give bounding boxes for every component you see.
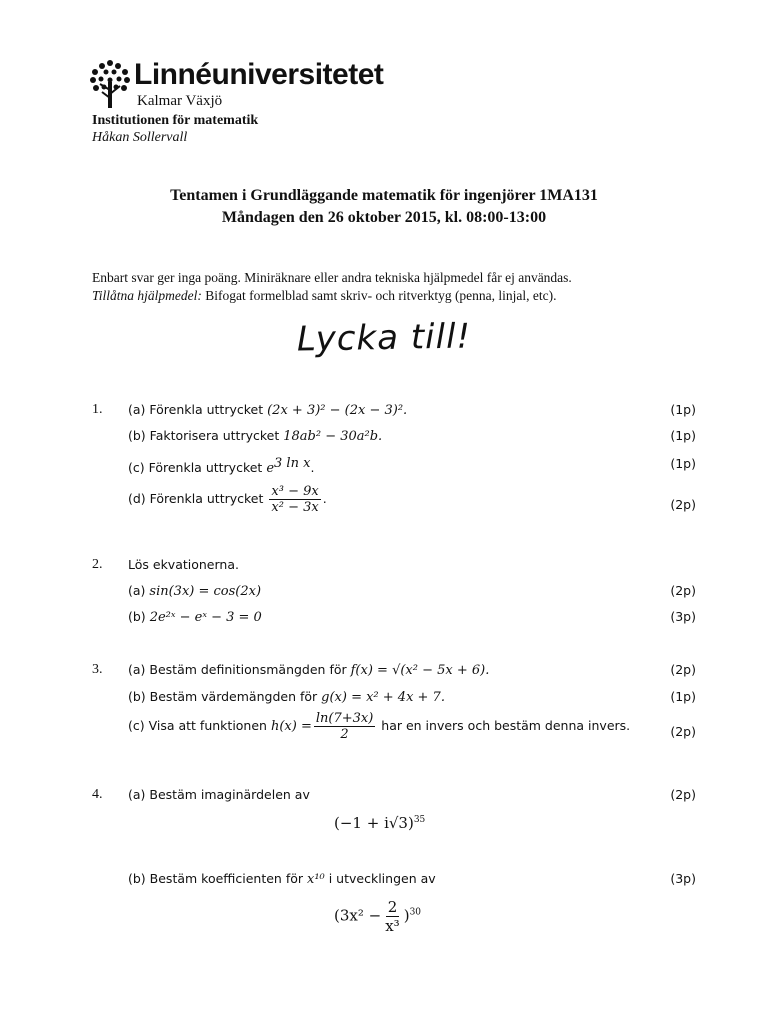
author-name: Håkan Sollervall — [92, 130, 188, 145]
question-1d-denominator: x² − 3x — [271, 500, 319, 515]
question-4b-exponent: 30 — [409, 907, 422, 918]
question-1b-label: (b) Faktorisera uttrycket — [128, 428, 280, 443]
question-2a — [128, 583, 261, 599]
question-4b-denominator: x³ — [385, 917, 400, 935]
exam-title: Tentamen i Grundläggande matematik för ingenjörer 1MA131 — [170, 187, 598, 204]
question-4b — [128, 871, 436, 887]
question-3c-numerator: ln(7+3x) — [315, 711, 374, 726]
question-4a-base: (−1 + i√3) — [334, 814, 414, 832]
question-3a — [128, 662, 489, 678]
question-3c-fraction — [314, 711, 375, 742]
question-4-number: 4. — [92, 787, 103, 802]
question-1d-label: (d) Förenkla uttrycket — [128, 491, 264, 506]
question-4b-open: (3x² − — [334, 906, 382, 925]
question-3c-label: (c) Visa att funktionen — [128, 718, 267, 733]
question-1d-points: (2p) — [670, 497, 696, 512]
question-3c-denominator: 2 — [340, 727, 349, 742]
institution-name: Institutionen för matematik — [92, 113, 259, 128]
question-4b-label-post: i utvecklingen av — [328, 871, 436, 886]
question-1a — [128, 402, 407, 418]
question-1c-points: (1p) — [670, 456, 696, 471]
intro-text: Enbart svar ger inga poäng. Miniräknare eller andra tekniska hjälpmedel får ej användas. — [92, 270, 572, 285]
question-3b — [128, 689, 445, 705]
question-4a-expression — [334, 814, 425, 832]
question-2b-label: (b) — [128, 609, 146, 624]
university-logo-subtitle: Kalmar Växjö — [137, 93, 223, 109]
question-4a-label: (a) Bestäm imaginärdelen av — [128, 787, 310, 802]
question-1b-expression: 18ab² − 30a²b. — [283, 429, 383, 444]
question-4a-points: (2p) — [670, 787, 696, 802]
question-3a-points: (2p) — [670, 662, 696, 677]
exam-date: Måndagen den 26 oktober 2015, kl. 08:00-13:00 — [221, 209, 547, 226]
allowed-aids — [92, 287, 557, 305]
allowed-aids-text: Bifogat formelblad samt skriv- och ritverktyg (penna, linjal, etc). — [201, 288, 557, 303]
question-1a-label: (a) Förenkla uttrycket — [128, 402, 264, 417]
question-2a-expression: sin(3x) = cos(2x) — [149, 584, 262, 599]
question-1c — [128, 456, 314, 476]
question-2-number: 2. — [92, 557, 103, 572]
university-logo-tree-icon — [88, 58, 132, 110]
question-3b-label: (b) Bestäm värdemängden för — [128, 689, 318, 704]
question-1c-base: e — [266, 461, 275, 477]
question-2a-label: (a) — [128, 583, 146, 598]
question-3b-expression: g(x) = x² + 4x + 7. — [321, 690, 445, 705]
question-4b-fraction — [383, 898, 401, 935]
question-4b-expression — [334, 898, 421, 935]
question-2b-expression: 2e²ˣ − eˣ − 3 = 0 — [149, 610, 262, 625]
question-4b-variable: x¹⁰ — [306, 872, 325, 887]
question-2b — [128, 609, 262, 625]
question-1d-tail: . — [322, 491, 327, 506]
question-1d-numerator: x³ − 9x — [271, 484, 319, 499]
question-4b-numerator: 2 — [387, 898, 398, 916]
question-3a-label: (a) Bestäm definitionsmängden för — [128, 662, 347, 677]
question-1b-points: (1p) — [670, 428, 696, 443]
allowed-aids-label: Tillåtna hjälpmedel: — [92, 288, 202, 303]
question-2a-points: (2p) — [670, 583, 696, 598]
question-3a-expression: f(x) = √(x² − 5x + 6). — [350, 663, 490, 678]
question-1c-exponent: 3 ln x — [274, 456, 311, 471]
question-2-heading: Lös ekvationerna. — [128, 557, 239, 572]
question-3c — [128, 711, 630, 742]
question-4b-close: ) — [403, 906, 410, 925]
question-4b-points: (3p) — [670, 871, 696, 886]
university-logo-text: Linnéuniversitetet — [134, 58, 384, 91]
question-4b-label-pre: (b) Bestäm koefficienten för — [128, 871, 303, 886]
good-luck-greeting: Lycka till! — [296, 316, 472, 360]
question-4a-exponent: 35 — [413, 815, 426, 825]
question-2b-points: (3p) — [670, 609, 696, 624]
question-1a-expression: (2x + 3)² − (2x − 3)². — [267, 403, 408, 418]
question-1b — [128, 428, 382, 444]
question-1d — [128, 484, 327, 515]
question-3c-tail: har en invers och bestäm denna invers. — [381, 718, 631, 733]
question-1c-tail: . — [310, 460, 315, 476]
question-1a-points: (1p) — [670, 402, 696, 417]
question-1d-fraction — [269, 484, 320, 515]
question-3b-points: (1p) — [670, 689, 696, 704]
question-1-number: 1. — [92, 402, 103, 417]
question-3-number: 3. — [92, 662, 103, 677]
question-3c-lhs: h(x) = — [270, 719, 312, 734]
question-1c-label: (c) Förenkla uttrycket — [128, 460, 263, 476]
question-3c-points: (2p) — [670, 724, 696, 739]
